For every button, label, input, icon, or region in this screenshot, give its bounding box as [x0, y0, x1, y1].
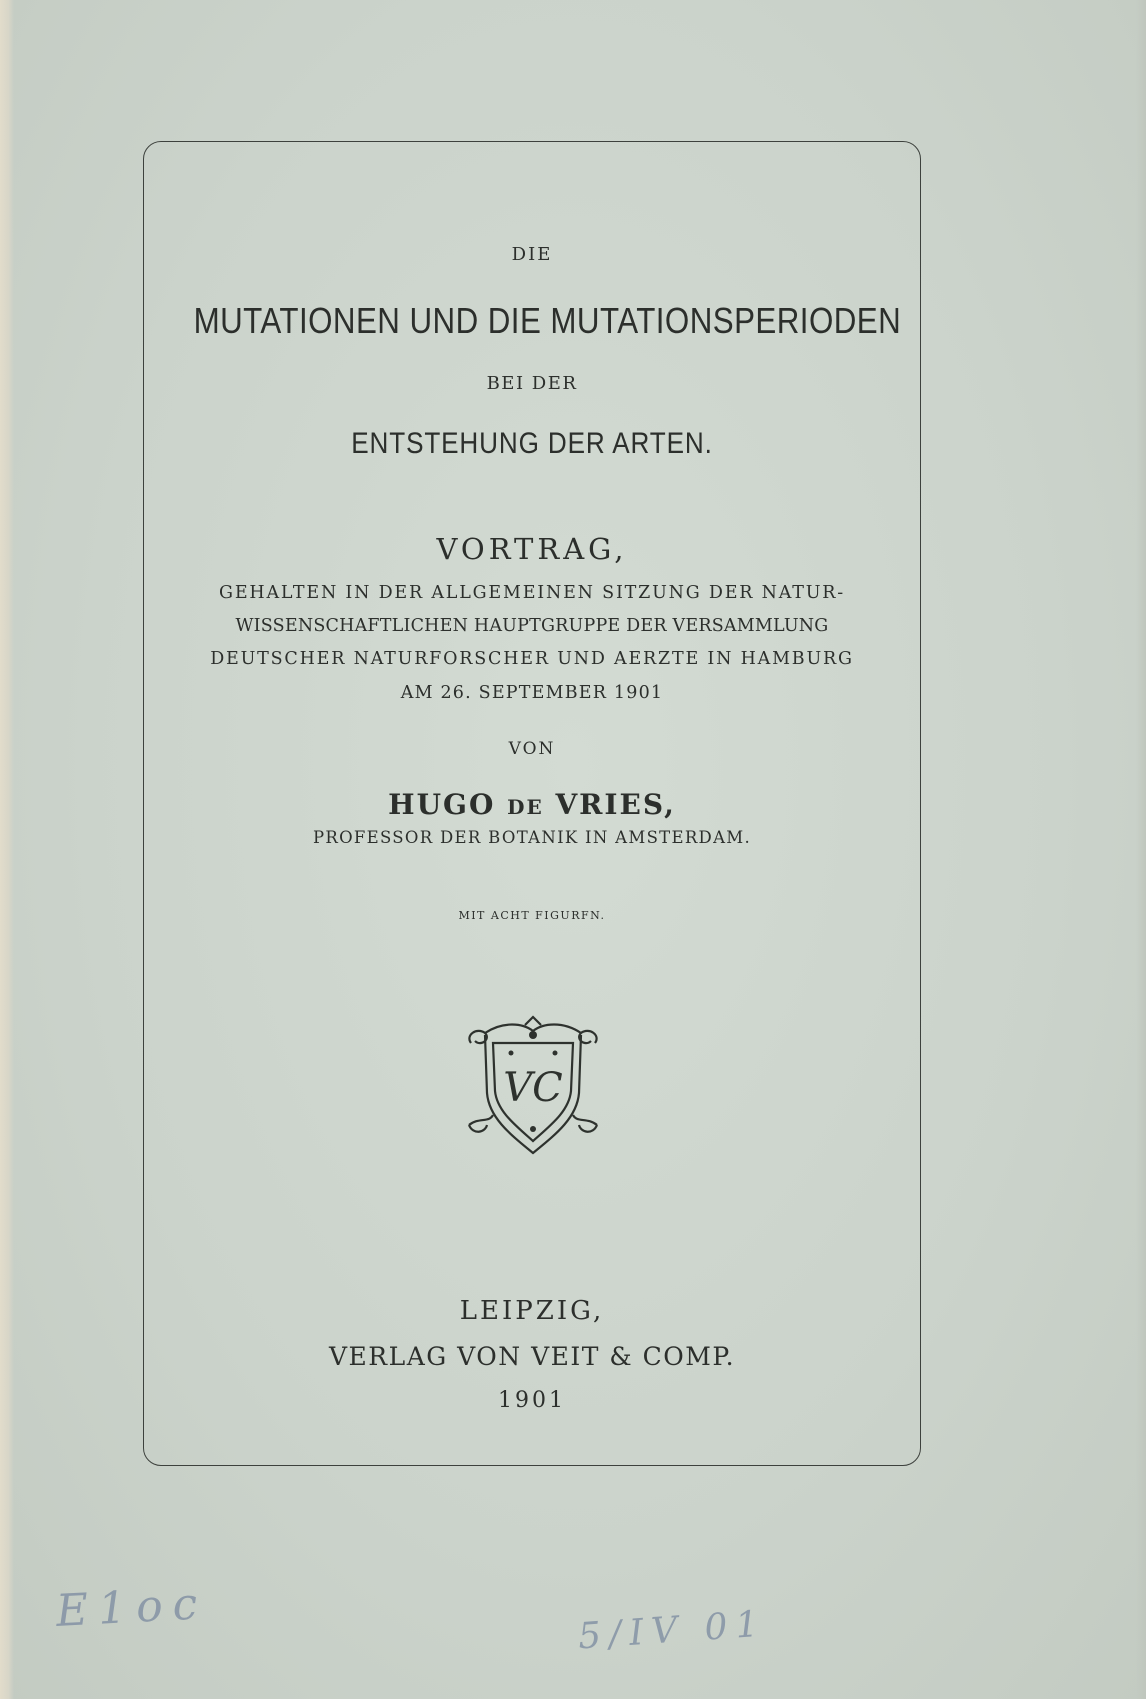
author-name — [143, 788, 921, 821]
figures-note: MIT ACHT FIGURFN. — [458, 909, 606, 922]
lecture-description-line: GEHALTEN IN DER ALLGEMEINEN SITZUNG DER NATUR- — [219, 583, 845, 603]
handwritten-shelf-mark: E1oc — [54, 1578, 209, 1637]
author-first-name: HUGO — [388, 788, 496, 821]
author-last-name: VRIES, — [555, 788, 676, 821]
author-title: PROFESSOR DER BOTANIK IN AMSTERDAM. — [312, 828, 752, 847]
main-title-line-2: ENTSTEHUNG DER ARTEN. — [351, 427, 713, 460]
publisher-monogram-shield-icon — [463, 1013, 603, 1158]
imprint-city: LEIPZIG, — [459, 1296, 605, 1326]
lecture-heading: VORTRAG, — [436, 532, 628, 566]
imprint-publisher: VERLAG VON VEIT & COMP. — [328, 1342, 736, 1371]
imprint-year: 1901 — [498, 1388, 566, 1413]
title-connector: BEI DER — [486, 373, 578, 394]
title-article: DIE — [511, 244, 553, 265]
author-particle: DE — [507, 795, 544, 819]
svg-text:VC: VC — [503, 1065, 563, 1111]
author-preposition: VON — [508, 739, 556, 759]
lecture-date-line: AM 26. SEPTEMBER 1901 — [400, 683, 664, 703]
handwritten-date-note: 5/IV 01 — [576, 1603, 768, 1658]
lecture-description-line: DEUTSCHER NATURFORSCHER UND AERZTE IN HAMBURG — [210, 649, 854, 669]
lecture-description-line: WISSENSCHAFTLICHEN HAUPTGRUPPE DER VERSAMMLUNG — [235, 616, 829, 636]
main-title-line-1: MUTATIONEN UND DIE MUTATIONSPERIODEN — [193, 300, 902, 341]
